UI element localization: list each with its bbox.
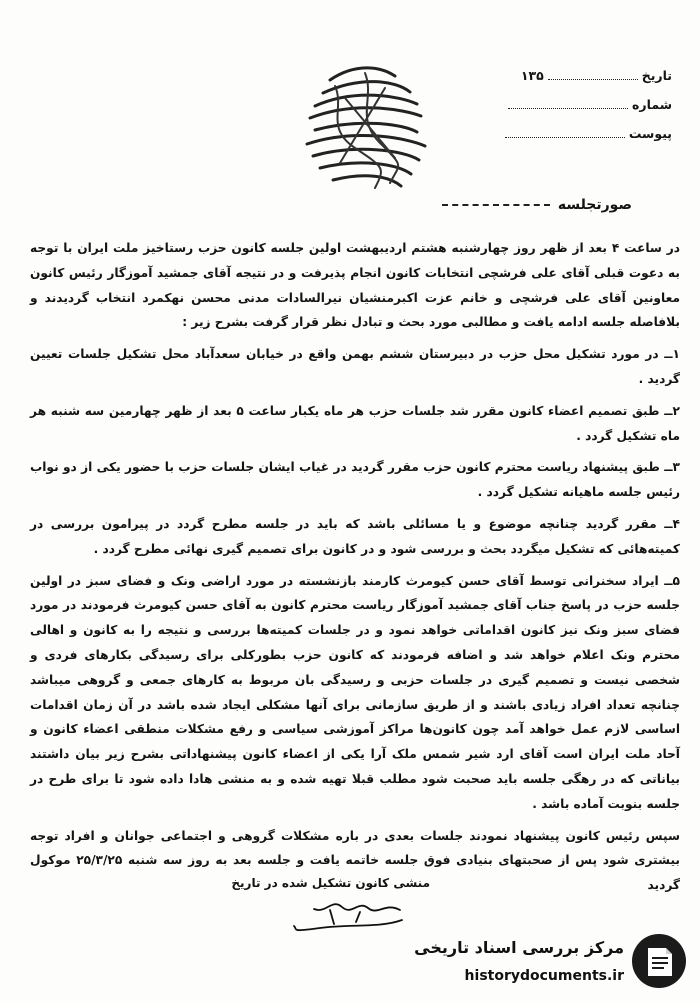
- redaction-scribble: [285, 58, 435, 198]
- paragraph-item-5: ۵ــ ایراد سخنرانی توسط آقای حسن کیومرث کارمند بازنشسته در مورد اراضی ونک و فضای سبز در اولین جلسه حزب در پاسخ جناب آقای جمشید آموزگار ریاست محترم کانون به آقای حسن کیومرث فرمودند در مورد فضای سبز ونک نیز کانون اقداماتی خواهد نمود و در جلسات کمیته‌ها بررسی و نتیجه را به کانون و اهالی محترم ونک اعلام خواهد شد و اضافه فرمودند که کانون حزب بطورکلی برای رسیدگی بکارهای فردی و شخصی نیست و تصمیم گیری در جلسات حزبی و رسیدگی بان مربوط به کارهای جمعی و گروهی میباشد چنانچه تعداد افراد زیادی باشند و از طریق سازمانی برای آنها مشکلی ایجاد شده باشد در آن زمان اقدامات اساسی لازم عمل خواهد آمد چون کانون‌ها مراکز آموزشی سیاسی و رفع مشکلات منطقی اعضاء کانون و آحاد ملت ایران است آقای ارد شیر شمس ملک آرا یکی از اعضاء کانون پیشنهاداتی بشرح زیر بیان داشتند بیاناتی که در رهگی جلسه باید صحبت شود مطلب قبلا تهیه شده و به منشی هادا داده شود تا برای طرح در جلسه بنوبت آماده باشد .: [30, 573, 680, 811]
- paragraph-closing: سپس رئیس کانون پیشنهاد نمودند جلسات بعدی در باره مشکلات گروهی و اجتماعی جوانان و افراد توجه بیشتری شود پس از صحبتهای بنیادی فوق جلسه خاتمه یافت و جلسه بعد به روز سه شنبه ۲۵/۳/۲۵ موکول گردید: [30, 828, 680, 893]
- watermark-title: مرکز بررسی اسناد تاریخی: [414, 938, 624, 957]
- title-underline: [442, 204, 550, 206]
- attachment-dots: [505, 137, 625, 138]
- watermark-logo: [414, 930, 688, 996]
- paragraph-intro: در ساعت ۴ بعد از ظهر روز چهارشنبه هشتم اردیبهشت اولین جلسه کانون حزب رستاخیز ملت ایران با توجه به دعوت قبلی آقای علی فرشچی انتخابات کانون انجام پذیرفت و در نتیجه آقای جمشید آموزگار رئیس کانون معاونین آقای علی فرشچی و خانم عزت اکبرمنشیان نیرالسادات مدنی محسن نهکمرد انتخاب گردیدند و بلافاصله جلسه ادامه یافت و مطالبی مورد بحث و تبادل نظر قرار گرفت بشرح زیر :: [30, 241, 681, 330]
- attachment-line: [501, 126, 672, 141]
- paragraph-item-4: ۴ــ مقرر گردید چنانچه موضوع و یا مسائلی باشد که باید در جلسه مطرح گردد در پیرامون بررسی در کمیته‌هائی که تشکیل میگردد بحث و بررسی شود و در کانون برای تصمیم گیری نهائی مطرح گردد .: [30, 516, 680, 556]
- date-label: تاریخ: [641, 68, 672, 83]
- minutes-body: [30, 236, 680, 898]
- paragraph-item-3: ۳ــ طبق پیشنهاد ریاست محترم کانون حزب مقرر گردید در غیاب ایشان جلسات حزب با حضور یکی از دو نواب رئیس جلسه ماهیانه تشکیل گردد .: [30, 460, 680, 500]
- date-line: [521, 68, 672, 83]
- date-dots: [548, 79, 638, 80]
- handwritten-signature: [290, 898, 410, 938]
- attachment-label: پیوست: [628, 126, 672, 141]
- date-value: ۱۳۵: [520, 68, 544, 83]
- paragraph-item-2: ۲ــ طبق تصمیم اعضاء کانون مقرر شد جلسات حزب هر ماه یکبار ساعت ۵ بعد از ظهر چهارمین سه شنبه هر ماه تشکیل گردد .: [30, 403, 680, 443]
- number-line: [504, 97, 672, 112]
- paragraph-item-1: ۱ــ در مورد تشکیل محل حزب در دبیرستان ششم بهمن واقع در خیابان سعدآباد محل تشکیل جلسات تعیین گردید .: [30, 347, 680, 386]
- signature-caption: منشی کانون تشکیل شده در تاریخ: [231, 876, 430, 890]
- document-title: [442, 197, 632, 213]
- watermark-url: historydocuments.ir: [464, 968, 624, 984]
- number-label: شماره: [632, 97, 672, 112]
- archive-logo-icon: [630, 932, 688, 990]
- number-dots: [508, 108, 628, 109]
- title-text: صورتجلسه: [557, 197, 632, 213]
